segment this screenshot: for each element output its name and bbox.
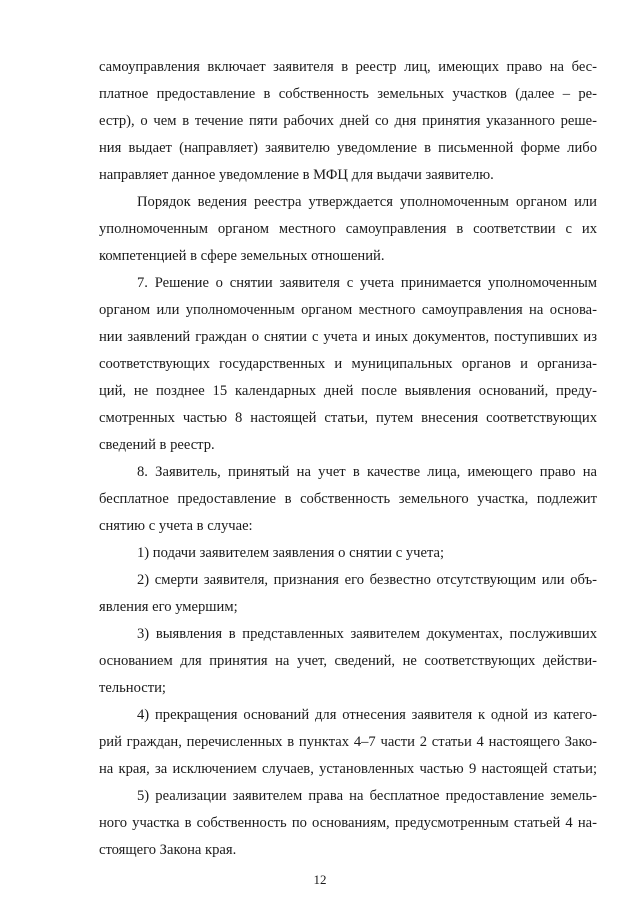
text-line: естр), о чем в течение пяти рабочих дней со дня принятия указанного реше- (99, 113, 597, 129)
page-number: 12 (313, 872, 327, 887)
text-line: направляет данное уведомление в МФЦ для выдачи заявителю. (99, 167, 494, 183)
text-line: стоящего Закона края. (99, 842, 237, 858)
text-line: 8. Заявитель, принятый на учет в качестве лица, имеющего право на (137, 464, 597, 480)
text-line: компетенцией в сфере земельных отношений. (99, 248, 385, 264)
text-line: 3) выявления в представленных заявителем документах, послуживших (137, 626, 597, 642)
text-line: уполномоченным органом местного самоуправления в соответствии с их (99, 221, 597, 237)
text-line: тельности; (99, 680, 166, 696)
text-line: 2) смерти заявителя, признания его безвестно отсутствующим или объ- (137, 572, 597, 588)
text-line: платное предоставление в собственность земельных участков (далее – ре- (99, 86, 597, 102)
text-line: 7. Решение о снятии заявителя с учета принимается уполномоченным (137, 275, 597, 291)
text-line: 1) подачи заявителем заявления о снятии с учета; (137, 545, 445, 561)
text-line: нии заявлений граждан о снятии с учета и иных документов, поступивших из (99, 329, 597, 345)
text-line: основанием для принятия на учет, сведений, не соответствующих действи- (99, 653, 597, 669)
text-line: органом или уполномоченным органом местного самоуправления на основа- (99, 302, 597, 318)
text-line: снятию с учета в случае: (99, 518, 253, 534)
text-line: соответствующих государственных и муниципальных органов и организа- (99, 356, 597, 372)
text-line: бесплатное предоставление в собственность земельного участка, подлежит (99, 491, 597, 507)
text-line: ного участка в собственность по основаниям, предусмотренным статьей 4 на- (99, 815, 597, 831)
text-line: ния выдает (направляет) заявителю уведомление в письменной форме либо (99, 140, 597, 156)
text-line: явления его умершим; (99, 599, 238, 615)
text-line: смотренных частью 8 настоящей статьи, путем внесения соответствующих (99, 410, 597, 426)
text-line: Порядок ведения реестра утверждается уполномоченным органом или (137, 194, 597, 210)
text-line: 5) реализации заявителем права на бесплатное предоставление земель- (137, 788, 597, 804)
text-line: сведений в реестр. (99, 437, 215, 453)
text-line: 4) прекращения оснований для отнесения заявителя к одной из катего- (137, 707, 597, 723)
text-line: на края, за исключением случаев, установленных частью 9 настоящей статьи; (99, 761, 597, 777)
text-line: самоуправления включает заявителя в реестр лиц, имеющих право на бес- (99, 59, 597, 75)
text-line: рий граждан, перечисленных в пунктах 4–7 части 2 статьи 4 настоящего Зако- (99, 734, 597, 750)
text-line: ций, не позднее 15 календарных дней после выявления оснований, преду- (99, 383, 597, 399)
